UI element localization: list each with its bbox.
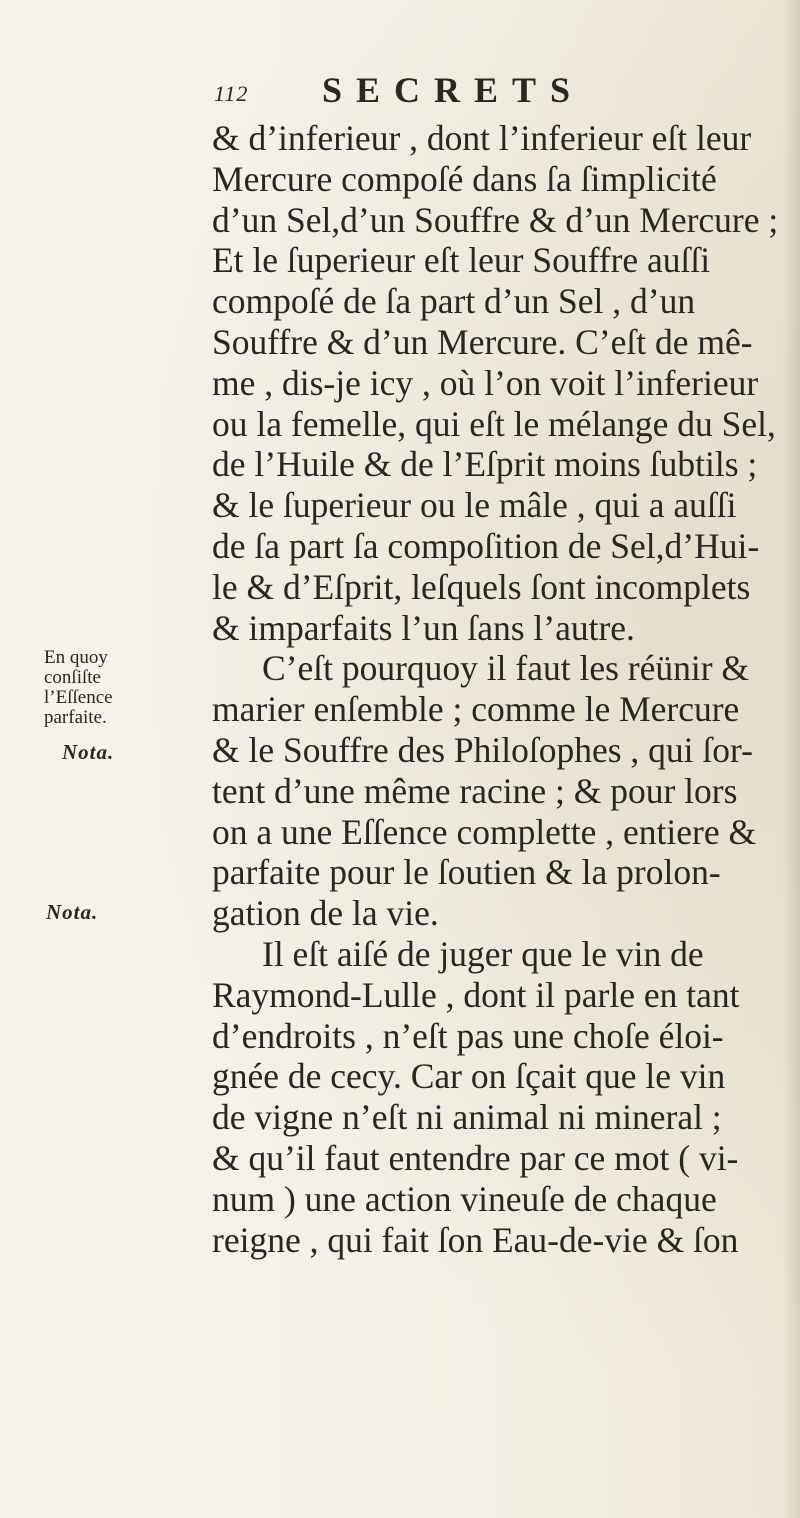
text-line: compoſé de ſa part d’un Sel , d’un [212, 281, 696, 322]
text-line: Et le ſuperieur eſt leur Souffre auſſi [212, 240, 711, 281]
margin-nota-2: Nota. [46, 900, 99, 924]
text-line: marier enſemble ; comme le Mercure [212, 689, 740, 730]
text-line: de vigne n’eſt ni animal ni mineral ; [212, 1097, 722, 1138]
text-line: gation de la vie. [212, 893, 439, 934]
text-line: ou la femelle, qui eſt le mélange du Sel, [212, 403, 776, 444]
text-line: Raymond-Lulle , dont il parle en tant [212, 974, 740, 1015]
text-line: d’endroits , n’eſt pas une choſe éloi- [212, 1015, 724, 1056]
text-line: & le ſuperieur ou le mâle , qui a auſſi [212, 485, 737, 526]
text-line: de ſa part ſa compoſition de Sel,d’Hui- [212, 525, 760, 566]
margin-note-line: conſiſte [44, 667, 101, 688]
text-line: & qu’il faut entendre par ce mot ( vi- [212, 1137, 739, 1178]
margin-nota-1: Nota. [62, 740, 115, 764]
text-line: parfaite pour le ſoutien & la prolon- [212, 852, 721, 893]
text-line: le & d’Eſprit, leſquels ſont incomplets [212, 566, 751, 607]
text-line: de l’Huile & de l’Eſprit moins ſubtils ; [212, 444, 758, 485]
text-line: d’un Sel,d’un Souffre & d’un Mercure ; [212, 199, 779, 240]
body-text [212, 118, 792, 1260]
text-line: on a une Eſſence complette , entiere & [212, 811, 757, 852]
text-line: reigne , qui fait ſon Eau-de-vie & ſon [212, 1219, 739, 1260]
margin-note-essence [44, 648, 184, 728]
margin-note-line: parfaite. [44, 707, 107, 728]
text-line: Mercure compoſé dans ſa ſimplicité [212, 158, 717, 199]
margin-note-line: En quoy [44, 647, 108, 668]
text-line: tent d’une même racine ; & pour lors [212, 770, 738, 811]
text-line: C’eſt pourquoy il faut les réünir & [262, 648, 750, 689]
text-line: gnée de cecy. Car on ſçait que le vin [212, 1056, 726, 1097]
margin-note-line: l’Eſſence [44, 687, 113, 708]
text-line: me , dis-je icy , où l’on voit l’inferieur [212, 362, 759, 403]
running-head [214, 66, 674, 114]
text-line: Il eſt aiſé de juger que le vin de [262, 933, 704, 974]
text-line: & d’inferieur , dont l’inferieur eſt leur [212, 118, 752, 158]
page-number: 112 [214, 81, 249, 106]
text-line: & le Souffre des Philoſophes , qui ſor- [212, 729, 753, 770]
text-line: & imparfaits l’un ſans l’autre. [212, 607, 635, 648]
text-line: Souffre & d’un Mercure. C’eſt de mê- [212, 321, 753, 362]
text-line: num ) une action vineuſe de chaque [212, 1178, 717, 1219]
running-title: SECRETS [322, 70, 585, 110]
